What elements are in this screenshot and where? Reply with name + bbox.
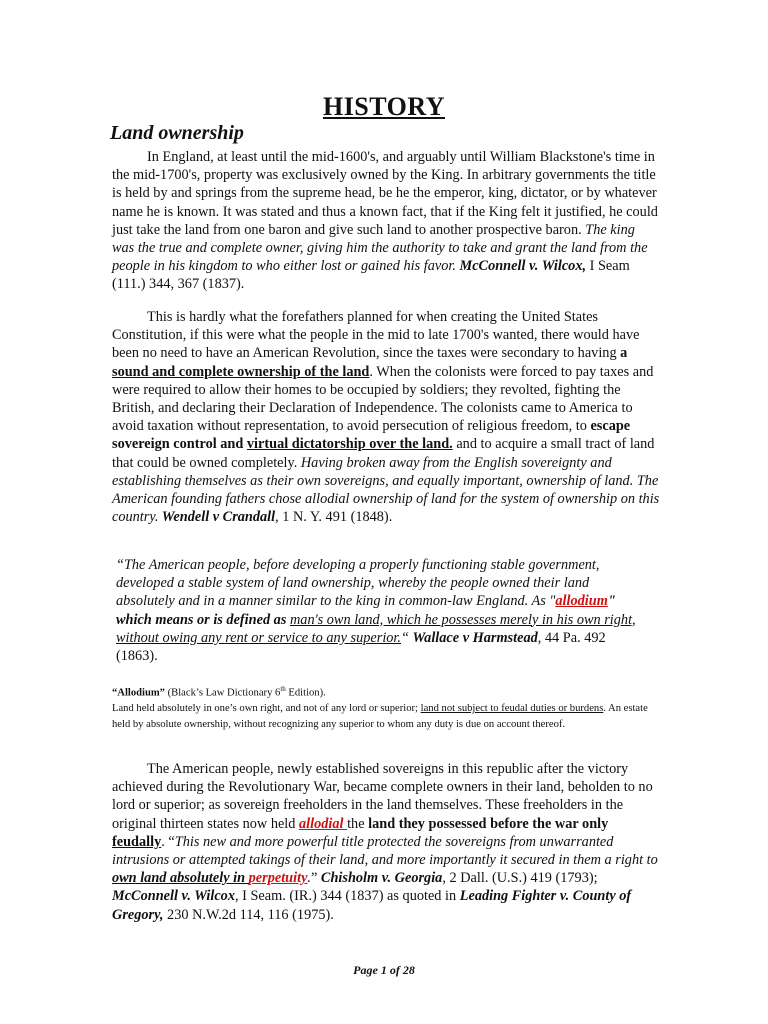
p3-definition: man's own land, which he possesses merely in his own right, without owing any rent or service to any superior. bbox=[116, 611, 636, 646]
p2-citation-ref: , 1 N. Y. 491 (1848). bbox=[275, 509, 393, 526]
p2-text-3: and to acquire a small tract of land that could be owned completely. bbox=[112, 436, 655, 471]
p5-ref-2: , I Seam. (IR.) 344 (1837) as quoted in bbox=[234, 888, 460, 905]
p4-source-end: Edition). bbox=[285, 687, 326, 699]
p1-citation-ref: I Seam (111.) 344, 367 (1837). bbox=[112, 258, 630, 293]
p5-quote-open: . “ bbox=[161, 833, 175, 850]
p5-perpetuity: perpetuity bbox=[248, 870, 308, 887]
p2-bold: a bbox=[620, 345, 628, 362]
p5-the: the bbox=[347, 815, 369, 832]
p4-definition: Land held absolutely in one’s own right, and not of any lord or superior; bbox=[112, 703, 421, 715]
p5-ref-1: , 2 Dall. (U.S.) 419 (1793); bbox=[442, 870, 598, 887]
p5-bold: land they possessed before the war only bbox=[368, 815, 609, 832]
p2-underlined-phrase: sound and complete ownership of the land bbox=[112, 363, 370, 380]
p3-quote-mark: “ bbox=[401, 629, 413, 646]
p5-ref-3: 230 N.W.2d 114, 116 (1975). bbox=[163, 906, 334, 923]
p2-bold-escape: escape sovereign control and bbox=[112, 418, 631, 453]
section-heading: Land ownership bbox=[110, 122, 244, 144]
p1-italic: The king was the true and complete owner, giving him the authority to take and grant the land from the people in his kingdom to who either lost or gained his favor. bbox=[112, 221, 648, 275]
p5-allodial: allodial bbox=[299, 815, 348, 832]
p1-text: In England, at least until the mid-1600's, and arguably until William Blackstone's time in the mid-1700's, property was exclusively owned by the King. In arbitrary governments the title is held by and springs from the supreme head, be he the emperor, king, dictator, or by whatever name he is known. It was stated and thus a known fact, that if the King felt it justified, he could just take the land from one baron and give such land to another prospective baron. bbox=[112, 149, 658, 238]
page-number: Page 1 of 28 bbox=[353, 963, 415, 977]
p4-sup: th bbox=[280, 685, 286, 693]
p3-quote-text: “The American people, before developing a properly functioning stable government, developed a stable system of land ownership, whereby the people owned their land absolutely and in a manner similar to the king in common-law England. As " bbox=[116, 557, 600, 610]
p5-case-chisholm: Chisholm v. Georgia bbox=[320, 870, 443, 887]
p2-text-2: . When the colonists were forced to pay taxes and were required to allow their homes to be occupied by soldiers; they revolted, fighting the British, and declaring their Declaration of Independence. The colonists came to America to avoid taxation without representation, to avoid persecution of religious freedom, to bbox=[112, 363, 654, 435]
p2-case-citation: Wendell v Crandall bbox=[158, 509, 276, 526]
p2-text: This is hardly what the forefathers planned for when creating the United States Constitution, if this were what the people in the mid to late 1700's wanted, there would have been no need to have an American Revolution, since the taxes were secondary to having bbox=[112, 309, 640, 362]
p5-case-mcconnell: McConnell v. Wilcox bbox=[112, 888, 235, 905]
quote-wallace bbox=[116, 556, 646, 665]
definition-block bbox=[112, 682, 660, 732]
p5-feudally: feudally bbox=[112, 833, 162, 850]
p5-italic: This new and more powerful title protected the sovereigns from unwarranted intrusions or attempted takings of their land, and more importantly it secured in them a right to bbox=[112, 833, 658, 869]
paragraph-sovereigns bbox=[112, 760, 660, 924]
p3-case-citation: Wallace v Harmstead bbox=[412, 629, 538, 646]
paragraph-forefathers bbox=[112, 308, 660, 526]
paragraph-england bbox=[112, 148, 660, 294]
p2-italic: Having broken away from the English sovereignty and establishing themselves as their own sovereigns, and equally important, ownership of land. The American founding fathers chose allodial ownership of land for the system of ownership on this country. bbox=[112, 454, 660, 526]
p5-own-land: own land absolutely in bbox=[112, 870, 249, 887]
p5-text: The American people, newly established sovereigns in this republic after the victory achieved during the Revolutionary War, became complete owners in their land, beholden to no lord or superior; as sovereign freeholders in the land themselves. These freeholders in the original thirteen states now held bbox=[112, 761, 653, 832]
p5-case-leading-fighter: Leading Fighter v. County of Gregory, bbox=[112, 888, 632, 923]
p5-quote-close: ” bbox=[311, 870, 321, 887]
p1-case-citation: McConnell v. Wilcox, bbox=[459, 258, 587, 275]
p3-citation-ref: , 44 Pa. 492 (1863). bbox=[116, 629, 606, 665]
p4-underlined: land not subject to feudal duties or burdens bbox=[420, 703, 604, 715]
p3-quote-close: " which means or is defined as bbox=[116, 593, 616, 628]
page-title: HISTORY bbox=[322, 92, 446, 121]
p2-underlined-dictatorship: virtual dictatorship over the land. bbox=[246, 436, 453, 453]
p3-allodium: allodium bbox=[555, 593, 608, 610]
p4-definition-end: . An estate held by absolute ownership, without recognizing any superior to whom any duty is due on account thereof. bbox=[112, 703, 648, 730]
p4-term: “Allodium” bbox=[112, 687, 165, 699]
p4-source: (Black’s Law Dictionary 6 bbox=[164, 687, 281, 699]
p5-period: . bbox=[307, 870, 311, 887]
